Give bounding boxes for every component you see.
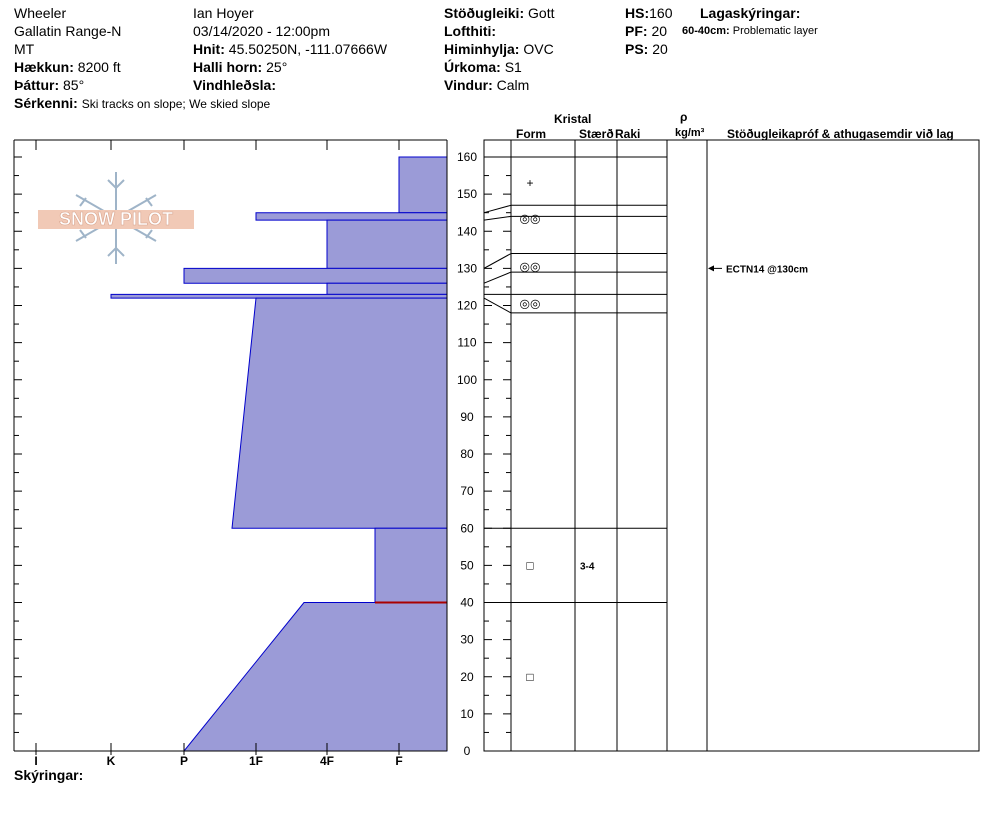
y-tick-label: 110: [457, 335, 477, 350]
y-tick-label: 90: [460, 409, 474, 424]
footer-label: Skýringar:: [14, 767, 84, 783]
y-tick-label: 50: [460, 558, 474, 573]
x-tick-label: 1F: [248, 754, 264, 768]
x-tick-label: I: [34, 754, 38, 768]
stability: [444, 4, 554, 22]
hs-label: HS:: [625, 5, 650, 21]
hardness-layer: [256, 213, 447, 220]
y-tick-label: 40: [460, 595, 474, 610]
aspect-value: 85°: [63, 77, 85, 93]
state-name: MT: [14, 41, 35, 57]
test-arrow-icon: [708, 265, 714, 271]
y-tick-label: 80: [460, 447, 474, 461]
crystal-form-symbol: ◎◎: [519, 296, 541, 311]
features: [14, 94, 270, 113]
y-tick-label: 150: [456, 187, 478, 202]
layer-connector: [484, 272, 511, 283]
layer-connector: [484, 216, 511, 220]
sky-label: Himinhylja:: [444, 41, 520, 57]
range-name: Gallatin Range-N: [14, 23, 122, 39]
wind-label: Vindur:: [444, 77, 493, 93]
footer-notes: [14, 766, 83, 784]
precipitation: [444, 58, 522, 76]
tests-header-text: Stöðugleikapróf & athugasemdir við lag: [727, 127, 954, 141]
slope-label: Halli horn:: [193, 59, 263, 75]
y-tick-label: 160: [456, 150, 478, 164]
moisture-header-text: Raki: [615, 127, 641, 141]
features-value: Ski tracks on slope; We skied slope: [81, 97, 271, 111]
y-tick-label: 20: [460, 669, 474, 684]
size-header: [579, 125, 615, 143]
logo-text: SNOW PILOT: [59, 209, 173, 229]
crystal-form-symbol: ◎◎: [519, 259, 541, 274]
hardness-layer: [327, 283, 447, 294]
snowflake-icon: [38, 170, 198, 270]
precip-label: Úrkoma:: [444, 59, 501, 75]
stability-tests: [708, 264, 808, 275]
aspect-label: Þáttur:: [14, 77, 60, 93]
slope-angle: [193, 58, 287, 76]
x-tick-label: F: [395, 754, 403, 768]
layer-notes-label: Lagaskýringar:: [700, 5, 801, 21]
y-tick-label: 70: [460, 484, 474, 499]
y-tick-label: 0: [463, 744, 471, 758]
snowpilot-logo: [38, 170, 198, 270]
ski-penetration: [625, 40, 668, 58]
x-tick-label: P: [179, 754, 189, 768]
hardness-layer: [111, 294, 447, 298]
foot-penetration: [625, 22, 667, 40]
crystal-form-symbol: ◎◎: [519, 211, 541, 226]
layer-note-text: Problematic layer: [732, 25, 818, 37]
layer-note-range: 60-40cm:: [682, 25, 730, 37]
density-unit-text: kg/m³: [675, 127, 705, 139]
slope-value: 25°: [266, 59, 288, 75]
layer-table: [484, 140, 979, 751]
sky-value: OVC: [523, 41, 554, 57]
observer: Ian Hoyer: [193, 5, 254, 21]
stability-test-label: ECTN14 @130cm: [726, 264, 809, 276]
pf-value: 20: [651, 23, 668, 39]
coords-label: Hnit:: [193, 41, 225, 57]
wind-value: Calm: [496, 77, 530, 93]
datetime: 03/14/2020 - 12:00pm: [193, 23, 330, 39]
hardness-layer: [399, 157, 447, 213]
y-tick-label: 130: [456, 261, 478, 276]
ps-value: 20: [652, 41, 668, 57]
y-tick-label: 60: [460, 521, 474, 536]
hardness-layer: [184, 268, 447, 283]
y-tick-label: 30: [460, 632, 474, 647]
aspect: [14, 76, 84, 94]
hardness-layer: [327, 220, 447, 268]
precip-value: S1: [504, 59, 522, 75]
wind-loading: [193, 76, 276, 94]
moisture-header: [615, 125, 640, 143]
ps-label: PS:: [625, 41, 649, 57]
rho-text: ρ: [680, 110, 688, 124]
layer-connector: [484, 254, 511, 269]
layer-note: [682, 22, 818, 40]
pf-label: PF:: [625, 23, 648, 39]
coords-value: 45.50250N, -111.07666W: [228, 41, 388, 57]
y-tick-label: 140: [456, 224, 478, 239]
snow-height: [625, 4, 672, 22]
x-tick-label: 4F: [319, 754, 335, 768]
hs-value: 160: [649, 5, 673, 21]
wind: [444, 76, 529, 94]
sky-cover: [444, 40, 554, 58]
crystal-form-symbol: □: [526, 558, 534, 573]
table-frame: [484, 140, 979, 751]
elevation: [14, 58, 121, 76]
air-temp: [444, 22, 496, 40]
elevation-label: Hækkun:: [14, 59, 74, 75]
stability-label: Stöðugleiki:: [444, 5, 525, 21]
elevation-value: 8200 ft: [77, 59, 121, 75]
coordinates: [193, 40, 387, 58]
hardness-layer: [184, 603, 447, 752]
crystal-header-text: Kristal: [554, 112, 592, 126]
layer-connector: [484, 205, 511, 212]
form-header-text: Form: [516, 127, 546, 141]
features-label: Sérkenni:: [14, 95, 78, 111]
crystal-size: 3-4: [580, 561, 595, 573]
y-tick-label: 100: [456, 372, 478, 387]
layer-notes-title: [700, 4, 800, 22]
size-header-text: Stærð: [579, 127, 614, 141]
hardness-layer: [375, 528, 447, 602]
air-temp-label: Lofthiti:: [444, 23, 497, 39]
location-name: Wheeler: [14, 5, 67, 21]
crystal-form-symbol: □: [526, 669, 534, 684]
crystal-form-symbol: +: [526, 175, 534, 190]
wind-loading-label: Vindhleðsla:: [193, 77, 276, 93]
y-tick-label: 10: [460, 706, 474, 721]
layer-connector: [484, 298, 511, 313]
stability-value: Gott: [528, 5, 555, 21]
form-header: [516, 125, 546, 143]
tests-header: [727, 125, 981, 143]
crystal-marks: [520, 176, 595, 684]
y-tick-label: 120: [456, 298, 478, 313]
density-unit: [675, 124, 704, 142]
hardness-layer: [232, 298, 447, 528]
x-tick-label: K: [106, 754, 116, 768]
